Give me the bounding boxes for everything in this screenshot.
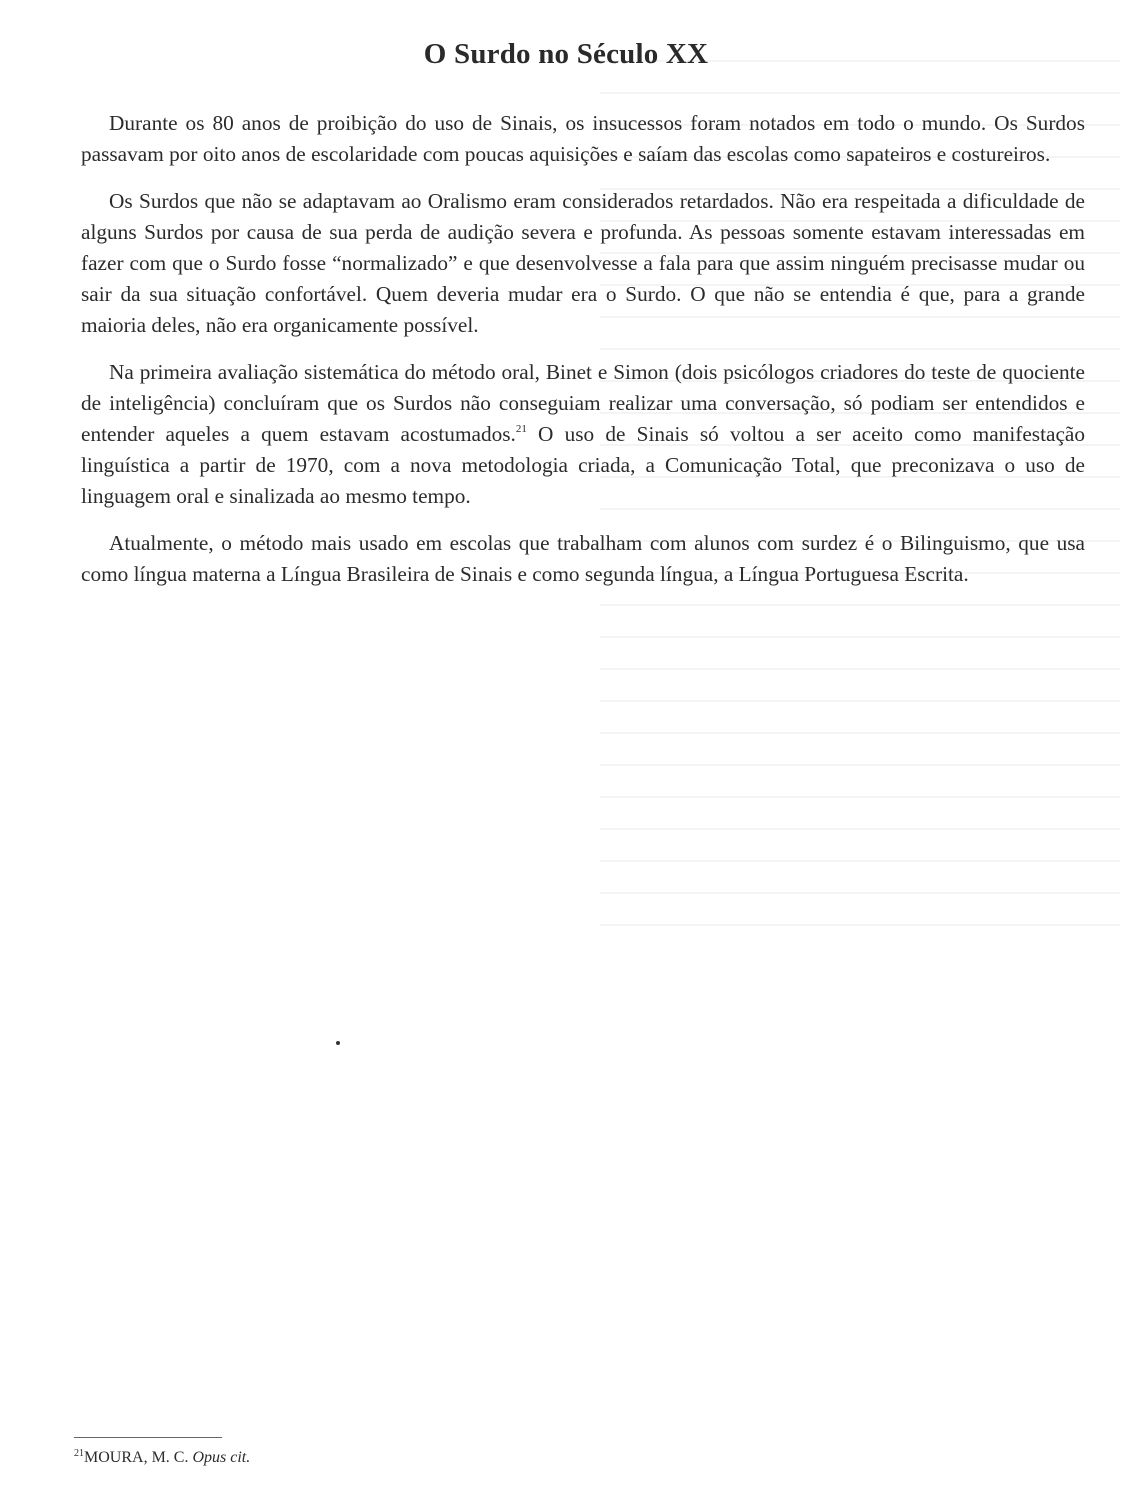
page-title: O Surdo no Século XX (423, 38, 709, 70)
footnote-number: 21 (74, 1448, 84, 1459)
paragraph-3 (81, 357, 1085, 512)
body-text (81, 108, 1085, 606)
paragraph-3-text-after: O uso de Sinais só voltou a ser aceito como manifestação linguística a partir de 1970, com a nova metodologia criada, a Comunicação Total, que preconizava o uso de linguagem oral e sinalizada ao mesmo tempo. (81, 422, 1086, 508)
footnote-author: MOURA, M. C. (84, 1449, 193, 1466)
footnote-divider (74, 1437, 222, 1438)
footnote-reference: 21 (515, 423, 527, 435)
footnote-work: Opus cit. (192, 1449, 251, 1466)
paragraph-3-text-before: Na primeira avaliação sistemática do método oral, Binet e Simon (dois psicólogos criadores do teste de quociente de inteligência) concluíram que os Surdos não conseguiam realizar uma conversação, só podiam ser entendidos e entender aqueles a quem estavam acostumados. (81, 360, 1085, 446)
paragraph-4: Atualmente, o método mais usado em escolas que trabalham com alunos com surdez é o Bilinguismo, que usa como língua materna a Língua Brasileira de Sinais e como segunda língua, a Língua Portuguesa Escrita. (81, 531, 1085, 586)
paragraph-2: Os Surdos que não se adaptavam ao Oralismo eram considerados retardados. Não era respeitada a dificuldade de alguns Surdos por causa de sua perda de audição severa e profunda. As pessoas somente estavam interessadas em fazer com que o Surdo fosse “normalizado” e que desenvolvesse a fala para que assim ninguém precisasse mudar ou sair da sua situação confortável. Quem deveria mudar era o Surdo. O que não se entendia é que, para a grande maioria deles, não era organicamente possível. (81, 189, 1085, 337)
footnote (74, 1447, 250, 1469)
paragraph-1: Durante os 80 anos de proibição do uso de Sinais, os insucessos foram notados em todo o mundo. Os Surdos passavam por oito anos de escolaridade com poucas aquisições e saíam das escolas como sapateiros e costureiros. (81, 111, 1085, 166)
print-speck (336, 1041, 340, 1045)
